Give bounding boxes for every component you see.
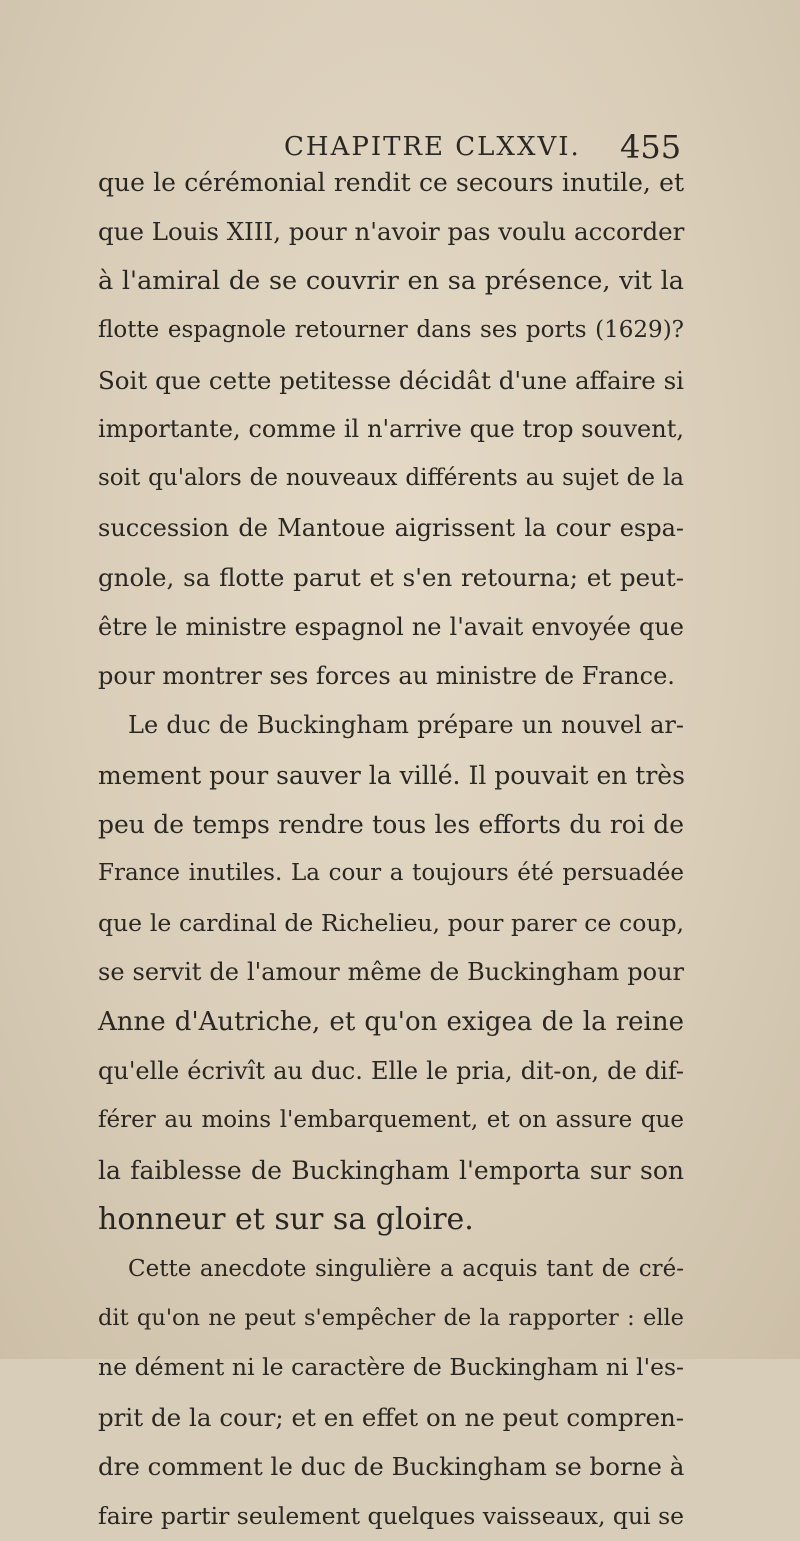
text-line: la faiblesse de Buckingham l'emporta sur son (98, 1155, 684, 1185)
text-line: que le cérémonial rendit ce secours inutile, et (98, 168, 684, 197)
text-line: que Louis XIII, pour n'avoir pas voulu accorder (98, 217, 685, 247)
text-line: Soit que cette petitesse décidât d'une affaire si (98, 365, 684, 395)
text-line: pour montrer ses forces au ministre de France. (98, 661, 675, 690)
text-line: férer au moins l'embarquement, et on assure que (98, 1107, 684, 1134)
text-line: gnole, sa flotte parut et s'en retourna; et peut- (98, 563, 684, 593)
text-line: Anne d'Autriche, et qu'on exigea de la reine (98, 1006, 684, 1037)
text-line: honneur et sur sa gloire. (98, 1202, 474, 1238)
text-line: à l'amiral de se couvrir en sa présence, vit la (98, 265, 684, 296)
text-line: flotte espagnole retourner dans ses ports (1629)? (98, 317, 684, 344)
page-number: 455 (620, 128, 682, 166)
text-line: succession de Mantoue aigrissent la cour espa- (98, 513, 684, 542)
text-line: qu'elle écrivît au duc. Elle le pria, dit-on, de dif- (98, 1057, 684, 1086)
body-text (98, 158, 684, 1541)
text-line: dit qu'on ne peut s'empêcher de la rapporter : elle (98, 1304, 684, 1331)
text-line: mement pour sauver la villé. Il pouvait en très (98, 760, 685, 790)
text-line: peu de temps rendre tous les efforts du roi de (98, 810, 684, 840)
text-line: France inutiles. La cour a toujours été persuadée (98, 860, 684, 887)
text-line: ne dément ni le caractère de Buckingham ni l'es- (98, 1353, 684, 1382)
text-line: être le ministre espagnol ne l'avait envoyée que (98, 612, 684, 641)
text-line: prit de la cour; et en effet on ne peut compren- (98, 1402, 684, 1432)
text-line: Cette anecdote singulière a acquis tant de cré- (128, 1255, 684, 1282)
text-line: faire partir seulement quelques vaisseaux, qui se (98, 1501, 685, 1530)
text-line: soit qu'alors de nouveaux différents au sujet de la (98, 465, 684, 492)
text-line: dre comment le duc de Buckingham se borne à (98, 1452, 685, 1482)
text-line: Le duc de Buckingham prépare un nouvel ar- (128, 711, 684, 740)
text-line: que le cardinal de Richelieu, pour parer ce coup, (98, 908, 684, 937)
text-line: importante, comme il n'arrive que trop souvent, (98, 414, 684, 443)
text-line: se servit de l'amour même de Buckingham pour (98, 958, 684, 987)
chapter-title: CHAPITRE CLXXVI. (284, 132, 581, 162)
